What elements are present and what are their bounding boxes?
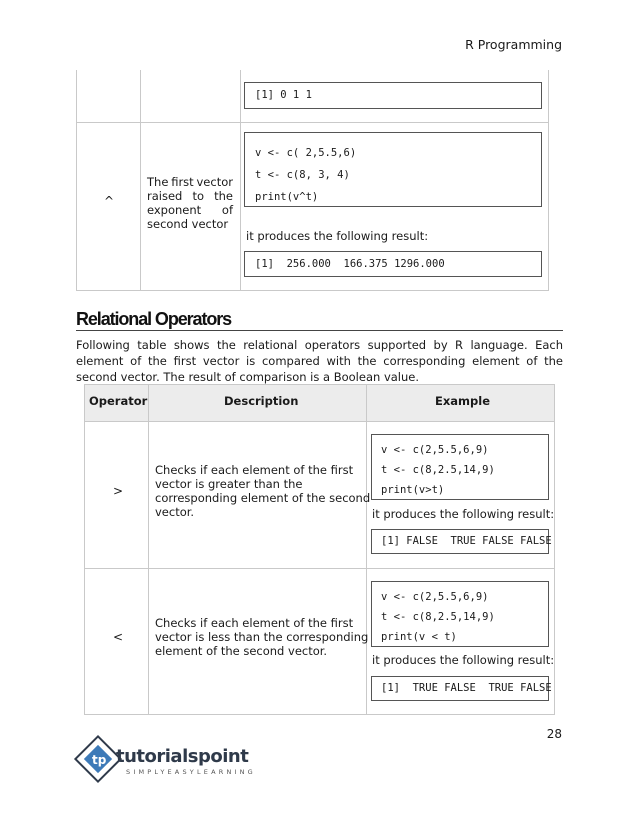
desc-line: corresponding element of the second [155, 491, 371, 505]
page-number: 28 [546, 727, 562, 741]
code-line: t <- c(8,2.5,14,9) [381, 611, 495, 623]
desc-word: exponent [147, 203, 202, 217]
operator-symbol: ^ [104, 194, 115, 208]
desc-line: Checks if each element of the first [155, 463, 354, 477]
operator-description [155, 616, 368, 658]
logo-tagline: SIMPLYEASYLEARNING [126, 768, 256, 776]
running-header: R Programming [465, 37, 562, 52]
desc-word: raised [147, 189, 183, 203]
code-line: print(v^t) [255, 191, 319, 203]
code-line: print(v < t) [381, 631, 457, 643]
desc-word: of [221, 203, 233, 217]
desc-word: to [192, 189, 204, 203]
code-line: v <- c(2,5.5,6,9) [381, 444, 489, 456]
code-line: print(v>t) [381, 484, 445, 496]
operator-symbol: > [113, 484, 124, 498]
desc-line: vector is greater than the [155, 477, 303, 491]
header-example: Example [435, 394, 490, 408]
desc-word: second vector [147, 217, 229, 231]
desc-word: first [171, 175, 194, 189]
operator-description [147, 175, 233, 231]
header-description: Description [224, 394, 299, 408]
svg-text:tp: tp [92, 753, 107, 767]
desc-word: vector [196, 175, 233, 189]
code-box [244, 132, 542, 207]
result-intro: it produces the following result: [372, 507, 555, 521]
desc-word: The [147, 175, 169, 189]
output-box [371, 529, 552, 554]
desc-word: the [214, 189, 233, 203]
desc-line: vector is less than the corresponding [155, 630, 369, 644]
result-intro: it produces the following result: [372, 653, 555, 667]
code-box [371, 581, 549, 647]
output-box [244, 251, 542, 277]
code-box [371, 434, 549, 500]
operator-symbol: < [113, 630, 124, 644]
code-output: [1] 256.000 166.375 1296.000 [255, 258, 445, 270]
code-output: [1] 0 1 1 [255, 89, 312, 101]
logo-text: tutorialspoint [116, 746, 249, 767]
section-title: Relational Operators [76, 309, 232, 329]
code-output: [1] FALSE TRUE FALSE FALSE [381, 535, 552, 547]
header-operator: Operator [89, 394, 148, 408]
section-paragraph: Following table shows the relational operators supported by R language. Each element of the first vector is compared with the corresponding element of the second vector. The result of comparison is a Boolean value. [76, 338, 563, 384]
prev-output-box [244, 82, 542, 109]
code-line: t <- c(8, 3, 4) [255, 169, 350, 181]
code-output: [1] TRUE FALSE TRUE FALSE [381, 682, 552, 694]
code-line: t <- c(8,2.5,14,9) [381, 464, 495, 476]
output-box [371, 676, 552, 701]
operator-description [155, 463, 370, 519]
code-line: v <- c(2,5.5,6,9) [381, 591, 489, 603]
code-line: v <- c( 2,5.5,6) [255, 147, 357, 159]
result-intro: it produces the following result: [246, 229, 429, 243]
desc-line: vector. [155, 505, 195, 519]
tutorialspoint-logo [70, 733, 260, 797]
desc-line: Checks if each element of the first [155, 616, 354, 630]
desc-line: element of the second vector. [155, 644, 328, 658]
